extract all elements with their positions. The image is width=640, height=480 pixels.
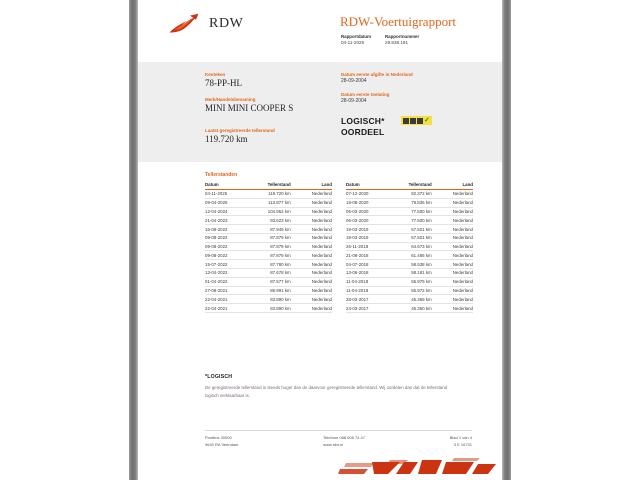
footer-document-code: 3 E 16731 <box>453 442 472 447</box>
mileage-row-reading: 87.879 km <box>248 233 297 242</box>
report-number-label: Rapportnummer <box>385 34 420 39</box>
table-row <box>205 233 332 242</box>
mileage-table-right <box>346 181 473 313</box>
verdict-line-2: OORDEEL <box>341 127 385 138</box>
mileage-row-reading: 87.949 km <box>248 225 297 234</box>
mileage-row-date: 09-08-2022 <box>205 251 248 260</box>
table-row <box>205 216 332 225</box>
mileage-row-reading: 55.979 km <box>389 277 438 286</box>
footer-phone: Telefoon 088 008 74 47 <box>323 435 365 440</box>
table-row <box>205 242 332 251</box>
mileage-row-reading: 77.500 km <box>389 216 438 225</box>
table-row <box>205 269 332 278</box>
mileage-row-country: Nederland <box>298 242 332 251</box>
merk-value: MINI MINI COOPER S <box>205 103 294 113</box>
mileage-row-date: 11-04-2018 <box>346 286 389 295</box>
logical-explanation <box>205 374 455 399</box>
mileage-row-reading: 77.500 km <box>389 207 438 216</box>
mileage-row-country: Nederland <box>439 207 473 216</box>
last-mileage-label: Laatst geregistreerde tellerstand <box>205 128 275 133</box>
mileage-row-country: Nederland <box>298 304 332 313</box>
mileage-row-reading: 113.877 km <box>248 198 297 207</box>
mileage-row-date: 09-08-2022 <box>205 242 248 251</box>
mileage-row-country: Nederland <box>298 233 332 242</box>
mileage-row-country: Nederland <box>439 260 473 269</box>
report-date-block <box>341 34 371 47</box>
mileage-row-reading: 87.879 km <box>248 251 297 260</box>
table-row <box>205 260 332 269</box>
footer-website[interactable]: www.rdw.nl <box>323 442 344 447</box>
mileage-row-country: Nederland <box>298 286 332 295</box>
report-number-block <box>385 34 419 47</box>
mileage-tables-wrapper <box>205 181 474 313</box>
logical-explanation-title: *LOGISCH <box>205 374 233 380</box>
mileage-row-date: 01-04-2022 <box>205 277 248 286</box>
mileage-row-date: 12-04-2024 <box>205 207 248 216</box>
table-row <box>205 251 332 260</box>
first-issue-date-value: 28-09-2004 <box>341 78 367 84</box>
nap-square-icon-1 <box>403 118 409 124</box>
table-row <box>346 207 473 216</box>
mileage-row-reading: 67.501 km <box>389 225 438 234</box>
mileage-row-date: 21-08-2018 <box>346 251 389 260</box>
vehicle-info-left-column <box>205 72 345 122</box>
mileage-row-country: Nederland <box>439 286 473 295</box>
mileage-row-country: Nederland <box>439 225 473 234</box>
column-header-tellerstand: Tellerstand <box>248 181 297 190</box>
mileage-row-reading: 58.538 km <box>389 260 438 269</box>
nap-check-icon: ✓ <box>424 117 430 124</box>
mileage-row-country: Nederland <box>439 251 473 260</box>
mileage-table-heading: Tellerstanden <box>205 172 238 178</box>
mileage-row-reading: 61.466 km <box>389 251 438 260</box>
table-header-row <box>346 181 473 190</box>
table-row <box>205 277 332 286</box>
mileage-row-date: 22-04-2021 <box>205 295 248 304</box>
table-row <box>346 304 473 313</box>
mileage-row-date: 06-03-2020 <box>346 216 389 225</box>
mileage-row-reading: 87.577 km <box>248 277 297 286</box>
table-row <box>346 295 473 304</box>
mileage-row-date: 07-12-2020 <box>346 190 389 199</box>
table-row <box>346 286 473 295</box>
column-header-tellerstand: Tellerstand <box>389 181 438 190</box>
table-row <box>205 304 332 313</box>
footer-postbus: Postbus 30000 <box>205 435 232 440</box>
mileage-row-reading: 82.372 km <box>389 190 438 199</box>
mileage-row-date: 04-07-2018 <box>346 260 389 269</box>
column-header-land: Land <box>439 181 473 190</box>
column-header-datum: Datum <box>346 181 389 190</box>
mileage-row-country: Nederland <box>298 216 332 225</box>
mileage-table-right-body <box>346 190 473 313</box>
footer-page-number: Blad 1 van 4 <box>449 435 472 440</box>
table-row <box>346 190 473 199</box>
document-page <box>138 0 502 480</box>
document-footer <box>205 434 472 448</box>
table-row <box>205 295 332 304</box>
mileage-row-date: 19-03-2019 <box>346 225 389 234</box>
table-row <box>205 225 332 234</box>
mileage-row-country: Nederland <box>298 269 332 278</box>
nap-square-icon-2 <box>410 118 416 124</box>
mileage-row-reading: 87.780 km <box>248 260 297 269</box>
verdict-text <box>341 116 385 139</box>
mileage-row-date: 21-04-2023 <box>205 216 248 225</box>
report-date-label: Rapportdatum <box>341 34 372 39</box>
table-row <box>346 269 473 278</box>
table-row <box>346 225 473 234</box>
mileage-row-date: 09-08-2022 <box>205 233 248 242</box>
first-issue-date-label: Datum eerste afgifte in Nederland <box>341 72 413 77</box>
column-header-land: Land <box>298 181 332 190</box>
mileage-row-date: 27-08-2021 <box>205 286 248 295</box>
mileage-row-date: 28-03-2017 <box>346 295 389 304</box>
report-meta <box>341 34 419 47</box>
mileage-row-reading: 83.890 km <box>248 295 297 304</box>
mileage-row-reading: 58.181 km <box>389 269 438 278</box>
table-row <box>205 286 332 295</box>
rdw-wordmark: RDW <box>209 16 244 31</box>
mileage-row-date: 18-08-2020 <box>346 198 389 207</box>
rdw-logo <box>166 12 243 36</box>
mileage-row-date: 16-08-2022 <box>205 225 248 234</box>
table-row <box>346 233 473 242</box>
mileage-row-reading: 67.501 km <box>389 233 438 242</box>
footer-contact-column <box>323 434 365 448</box>
table-row <box>346 277 473 286</box>
kenteken-label: Kenteken <box>205 72 226 77</box>
table-row <box>346 216 473 225</box>
mileage-row-country: Nederland <box>439 269 473 278</box>
logical-explanation-body: De geregistreerde tellerstand is steeds hoger dan de daarvoor geregistreerde tellerstand. Wij oordelen dan dat de tellerstand logisch verklaarbaar is. <box>205 385 448 398</box>
mileage-row-date: 06-03-2020 <box>346 207 389 216</box>
mileage-row-country: Nederland <box>298 207 332 216</box>
table-row <box>346 251 473 260</box>
table-row <box>205 190 332 199</box>
mileage-row-reading: 93.623 km <box>248 216 297 225</box>
mileage-row-country: Nederland <box>298 260 332 269</box>
mileage-row-date: 09-04-2025 <box>205 198 248 207</box>
footer-page-column <box>450 434 472 448</box>
mileage-row-country: Nederland <box>439 216 473 225</box>
mileage-row-date: 11-04-2018 <box>346 277 389 286</box>
table-row <box>346 242 473 251</box>
mileage-row-country: Nederland <box>298 225 332 234</box>
nap-square-icon-3 <box>417 118 423 124</box>
mileage-row-country: Nederland <box>298 190 332 199</box>
mileage-row-country: Nederland <box>439 242 473 251</box>
mileage-table-section <box>138 162 502 313</box>
mileage-row-country: Nederland <box>298 251 332 260</box>
nap-badge <box>401 116 432 125</box>
mileage-row-country: Nederland <box>439 190 473 199</box>
mileage-row-reading: 119.720 km <box>248 190 297 199</box>
mileage-row-date: 04-11-2025 <box>205 190 248 199</box>
page-title: RDW-Voertuigrapport <box>340 14 457 29</box>
mileage-row-date: 15-07-2022 <box>205 260 248 269</box>
mileage-row-date: 13-04-2022 <box>205 269 248 278</box>
page-frame-left-bar <box>129 0 138 480</box>
mileage-row-country: Nederland <box>439 295 473 304</box>
mileage-row-reading: 45.350 km <box>389 304 438 313</box>
mileage-row-reading: 55.972 km <box>389 286 438 295</box>
rdw-flame-logo-icon <box>166 12 202 36</box>
mileage-row-reading: 87.678 km <box>248 269 297 278</box>
mileage-row-country: Nederland <box>439 198 473 207</box>
mileage-row-date: 24-03-2017 <box>346 304 389 313</box>
mileage-row-reading: 83.890 km <box>248 304 297 313</box>
mileage-row-country: Nederland <box>298 198 332 207</box>
document-header <box>138 0 502 62</box>
column-header-datum: Datum <box>205 181 248 190</box>
mileage-row-country: Nederland <box>298 277 332 286</box>
mileage-row-country: Nederland <box>439 277 473 286</box>
kenteken-value: 78-PP-HL <box>205 78 243 88</box>
table-row <box>346 198 473 207</box>
last-mileage-value: 119.720 km <box>205 134 248 144</box>
report-date-value: 04-11-2025 <box>341 40 365 46</box>
page-frame-right-bar <box>502 0 511 480</box>
report-number-value: 29.838.191 <box>385 40 409 46</box>
merk-label: Merk/Handelsbenaming <box>205 97 256 102</box>
mileage-row-date: 26-11-2018 <box>346 242 389 251</box>
mileage-row-reading: 85.991 km <box>248 286 297 295</box>
mileage-row-date: 13-06-2018 <box>346 269 389 278</box>
first-admission-date-value: 28-09-2004 <box>341 98 367 104</box>
mileage-row-reading: 64.673 km <box>389 242 438 251</box>
table-header-row <box>205 181 332 190</box>
table-row <box>346 260 473 269</box>
mileage-row-country: Nederland <box>298 295 332 304</box>
mileage-table-left <box>205 181 332 313</box>
mileage-row-reading: 104.952 km <box>248 207 297 216</box>
mileage-table-left-body <box>205 190 332 313</box>
verdict-line-1: LOGISCH* <box>341 116 385 126</box>
footer-city: 9640 RA Veendam <box>205 442 239 447</box>
mileage-row-country: Nederland <box>439 304 473 313</box>
footer-divider <box>205 430 472 431</box>
footer-address-column <box>205 434 238 448</box>
mileage-row-country: Nederland <box>439 233 473 242</box>
mileage-row-reading: 45.369 km <box>389 295 438 304</box>
vehicle-info-panel <box>138 62 502 162</box>
table-row <box>205 198 332 207</box>
mileage-row-reading: 87.879 km <box>248 242 297 251</box>
mileage-row-date: 22-04-2021 <box>205 304 248 313</box>
vehicle-info-right-column <box>341 72 491 112</box>
last-mileage-block <box>205 128 275 153</box>
mileage-row-reading: 79.836 km <box>389 198 438 207</box>
mileage-row-date: 19-03-2019 <box>346 233 389 242</box>
rdw-speed-stripes-graphic-icon <box>338 456 498 476</box>
first-admission-date-label: Datum eerste toelating <box>341 92 390 97</box>
table-row <box>205 207 332 216</box>
